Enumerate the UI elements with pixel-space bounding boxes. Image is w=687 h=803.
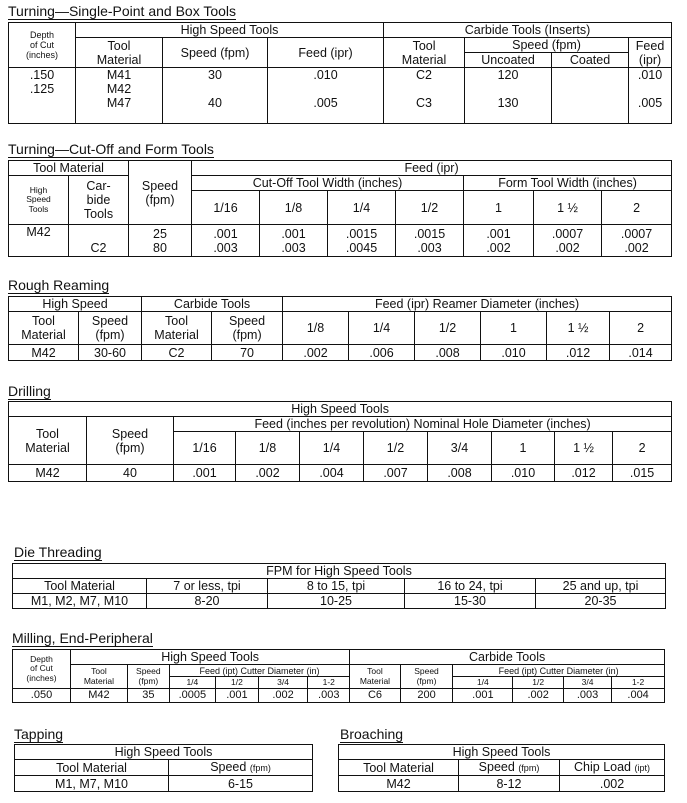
cell-hs-speed: 30-60 <box>79 345 142 361</box>
cell-carbide-material: C2 C3 <box>384 68 465 124</box>
cell-feed: .008 <box>428 465 492 482</box>
cell-speed: 8-12 <box>459 776 560 792</box>
header-width: 1/8 <box>260 191 328 225</box>
cell-feed: .001 .003 <box>192 225 260 257</box>
cell-feed: .006 <box>349 345 415 361</box>
header-fpm: FPM for High Speed Tools <box>13 564 666 579</box>
header-tool-material: Tool Material <box>9 161 129 176</box>
header-tpi: 16 to 24, tpi <box>405 579 536 594</box>
header-high-speed-tools: High Speed Tools <box>339 745 665 760</box>
cell-hss-material: M42 <box>9 225 69 257</box>
header-tpi: 7 or less, tpi <box>147 579 268 594</box>
cell-hss-feed: .0005 <box>169 689 215 703</box>
header-diameter: 1-2 <box>308 677 350 689</box>
header-tpi: 25 and up, tpi <box>536 579 666 594</box>
header-width: 1/16 <box>192 191 260 225</box>
section-title-turning-cutoff: Turning—Cut-Off and Form Tools <box>8 141 214 157</box>
header-diameter: 1/2 <box>215 677 258 689</box>
cell-hss-feed: .001 <box>215 689 258 703</box>
header-diameter: 1/4 <box>453 677 513 689</box>
header-diameter: 1/4 <box>169 677 215 689</box>
header-diameter: 1/4 <box>349 312 415 345</box>
header-carbide-feed: Feed (ipr) <box>629 38 672 68</box>
section-title-die-threading: Die Threading <box>14 544 102 560</box>
table-milling <box>12 649 665 703</box>
cell-speed: 25 80 <box>129 225 192 257</box>
cell-feed: .007 <box>364 465 428 482</box>
section-title-turning-single: Turning—Single-Point and Box Tools <box>8 3 237 19</box>
header-diameter: 1/8 <box>236 432 300 465</box>
header-speed: Speed (fpm) <box>129 161 192 225</box>
cell-feed: .001 .003 <box>260 225 328 257</box>
header-diameter: 1/2 <box>415 312 481 345</box>
cell-chip-load: .002 <box>560 776 665 792</box>
header-carbide-speed: Speed (fpm) <box>212 312 283 345</box>
cell-hss-material: M42 <box>70 689 127 703</box>
header-diameter: 3/4 <box>428 432 492 465</box>
header-uncoated: Uncoated <box>465 53 552 68</box>
cell-carbide-speed: 200 <box>400 689 453 703</box>
header-chip-load: Chip Load (ipt) <box>560 760 665 776</box>
cell-depth: .050 <box>13 689 71 703</box>
header-width: 1/4 <box>328 191 396 225</box>
header-diameter: 2 <box>610 312 672 345</box>
header-high-speed-tools: High Speed Tools <box>70 650 349 665</box>
cell-feed: .002 <box>236 465 300 482</box>
cell-carbide-material: C2 <box>69 225 129 257</box>
header-tool-material: Tool Material <box>15 760 169 776</box>
cell-feed: .008 <box>415 345 481 361</box>
header-feed-hole-diameter: Feed (inches per revolution) Nominal Hole Diameter (inches) <box>174 417 672 432</box>
header-carbide-tools: Carbide Tools <box>350 650 665 665</box>
cell-carbide-speed: 70 <box>212 345 283 361</box>
header-width: 2 <box>602 191 672 225</box>
table-drilling <box>8 401 672 482</box>
cell-carbide-feed: .002 <box>513 689 563 703</box>
header-high-speed-tools: High Speed Tools <box>9 176 69 225</box>
cell-carbide-feed: .004 <box>612 689 665 703</box>
cell-value: 20-35 <box>536 594 666 609</box>
section-title-rough-reaming: Rough Reaming <box>8 277 110 293</box>
table-turning-cutoff <box>8 160 672 257</box>
header-carbide-tools: Carbide Tools <box>142 297 283 312</box>
header-carbide-tools: Carbide Tools (Inserts) <box>384 23 672 38</box>
table-rough-reaming <box>8 296 672 361</box>
header-cutoff-width: Cut-Off Tool Width (inches) <box>192 176 464 191</box>
cell-feed: .010 <box>492 465 555 482</box>
cell-hs-material: M42 <box>9 345 79 361</box>
cell-feed: .001 <box>174 465 236 482</box>
header-diameter: 1/2 <box>364 432 428 465</box>
header-diameter: 1 ½ <box>547 312 610 345</box>
cell-speed: 40 <box>87 465 174 482</box>
header-carbide-speed: Speed (fpm) <box>400 665 453 689</box>
cell-feed: .0007 .002 <box>602 225 672 257</box>
cell-value: 8-20 <box>147 594 268 609</box>
header-diameter: 1 <box>481 312 547 345</box>
cell-hss-feed: .010 .005 <box>268 68 384 124</box>
header-speed: Speed (fpm) <box>459 760 560 776</box>
header-width: 1 <box>464 191 534 225</box>
cell-carbide-feed: .001 <box>453 689 513 703</box>
header-speed: Speed (fpm) <box>127 665 169 689</box>
section-title-milling: Milling, End-Peripheral <box>12 630 153 646</box>
header-carbide-tool-material: Tool Material <box>142 312 212 345</box>
header-speed: Speed (fpm) <box>79 312 142 345</box>
cell-feed: .015 <box>613 465 672 482</box>
cell-carbide-coated <box>552 68 629 124</box>
cell-feed: .002 <box>283 345 349 361</box>
section-title-tapping: Tapping <box>14 726 64 742</box>
cell-carbide-uncoated: 120 130 <box>465 68 552 124</box>
header-width: 1 ½ <box>534 191 602 225</box>
cell-depth: .150 .125 <box>9 68 76 124</box>
table-tapping <box>14 744 313 792</box>
cell-material: M1, M2, M7, M10 <box>13 594 147 609</box>
cell-feed: .012 <box>555 465 613 482</box>
header-width: 1/2 <box>396 191 464 225</box>
cell-feed: .001 .002 <box>464 225 534 257</box>
header-carbide-tools: Car- bide Tools <box>69 176 129 225</box>
header-carbide-tool-material: Tool Material <box>384 38 465 68</box>
cell-carbide-feed: .003 <box>563 689 611 703</box>
header-diameter: 1/2 <box>513 677 563 689</box>
cell-hss-feed: .002 <box>258 689 307 703</box>
header-form-width: Form Tool Width (inches) <box>464 176 672 191</box>
cell-feed: .0015 .0045 <box>328 225 396 257</box>
cell-hss-feed: .003 <box>308 689 350 703</box>
header-diameter: 1 <box>492 432 555 465</box>
cell-hss-speed: 35 <box>127 689 169 703</box>
header-coated: Coated <box>552 53 629 68</box>
header-tpi: 8 to 15, tpi <box>268 579 405 594</box>
header-depth-of-cut: Depth of Cut (inches) <box>9 23 76 68</box>
cell-speed: 6-15 <box>169 776 313 792</box>
header-tool-material: Tool Material <box>9 312 79 345</box>
cell-feed: .0015 .003 <box>396 225 464 257</box>
cell-value: 15-30 <box>405 594 536 609</box>
table-die-threading <box>12 563 666 609</box>
header-depth-of-cut: Depth of Cut (inches) <box>13 650 71 689</box>
section-title-broaching: Broaching <box>340 726 404 742</box>
header-tool-material: Tool Material <box>76 38 163 68</box>
cell-material: M1, M7, M10 <box>15 776 169 792</box>
header-diameter: 2 <box>613 432 672 465</box>
cell-carbide-material: C2 <box>142 345 212 361</box>
header-feed-cutter: Feed (ipt) Cutter Diameter (in) <box>169 665 349 677</box>
header-speed: Speed (fpm) <box>87 417 174 465</box>
cell-hss-material: M41 M42 M47 <box>76 68 163 124</box>
header-diameter: 1/16 <box>174 432 236 465</box>
cell-value: 10-25 <box>268 594 405 609</box>
header-diameter: 1 ½ <box>555 432 613 465</box>
cell-feed: .012 <box>547 345 610 361</box>
cell-carbide-feed: .010 .005 <box>629 68 672 124</box>
table-broaching <box>338 744 665 792</box>
header-tool-material: Tool Material <box>9 417 87 465</box>
header-high-speed-tools: High Speed Tools <box>15 745 313 760</box>
header-carbide-tool-material: Tool Material <box>350 665 400 689</box>
header-diameter: 1/8 <box>283 312 349 345</box>
header-diameter: 3/4 <box>563 677 611 689</box>
header-feed-reamer: Feed (ipr) Reamer Diameter (inches) <box>283 297 672 312</box>
cell-material: M42 <box>339 776 459 792</box>
header-diameter: 3/4 <box>258 677 307 689</box>
table-turning-single <box>8 22 672 124</box>
header-tool-material: Tool Material <box>70 665 127 689</box>
header-carbide-speed: Speed (fpm) <box>465 38 629 53</box>
header-speed: Speed (fpm) <box>163 38 268 68</box>
cell-feed: .010 <box>481 345 547 361</box>
section-title-drilling: Drilling <box>8 383 51 399</box>
cell-carbide-material: C6 <box>350 689 400 703</box>
header-speed: Speed (fpm) <box>169 760 313 776</box>
header-diameter: 1/4 <box>300 432 364 465</box>
cell-hss-speed: 30 40 <box>163 68 268 124</box>
header-tool-material: Tool Material <box>339 760 459 776</box>
cell-feed: .004 <box>300 465 364 482</box>
header-tool-material: Tool Material <box>13 579 147 594</box>
header-high-speed: High Speed <box>9 297 142 312</box>
header-feed: Feed (ipr) <box>268 38 384 68</box>
cell-feed: .014 <box>610 345 672 361</box>
header-diameter: 1-2 <box>612 677 665 689</box>
header-high-speed-tools: High Speed Tools <box>9 402 672 417</box>
header-feed: Feed (ipr) <box>192 161 672 176</box>
header-carbide-feed-cutter: Feed (ipt) Cutter Diameter (in) <box>453 665 665 677</box>
cell-feed: .0007 .002 <box>534 225 602 257</box>
header-high-speed-tools: High Speed Tools <box>76 23 384 38</box>
cell-material: M42 <box>9 465 87 482</box>
